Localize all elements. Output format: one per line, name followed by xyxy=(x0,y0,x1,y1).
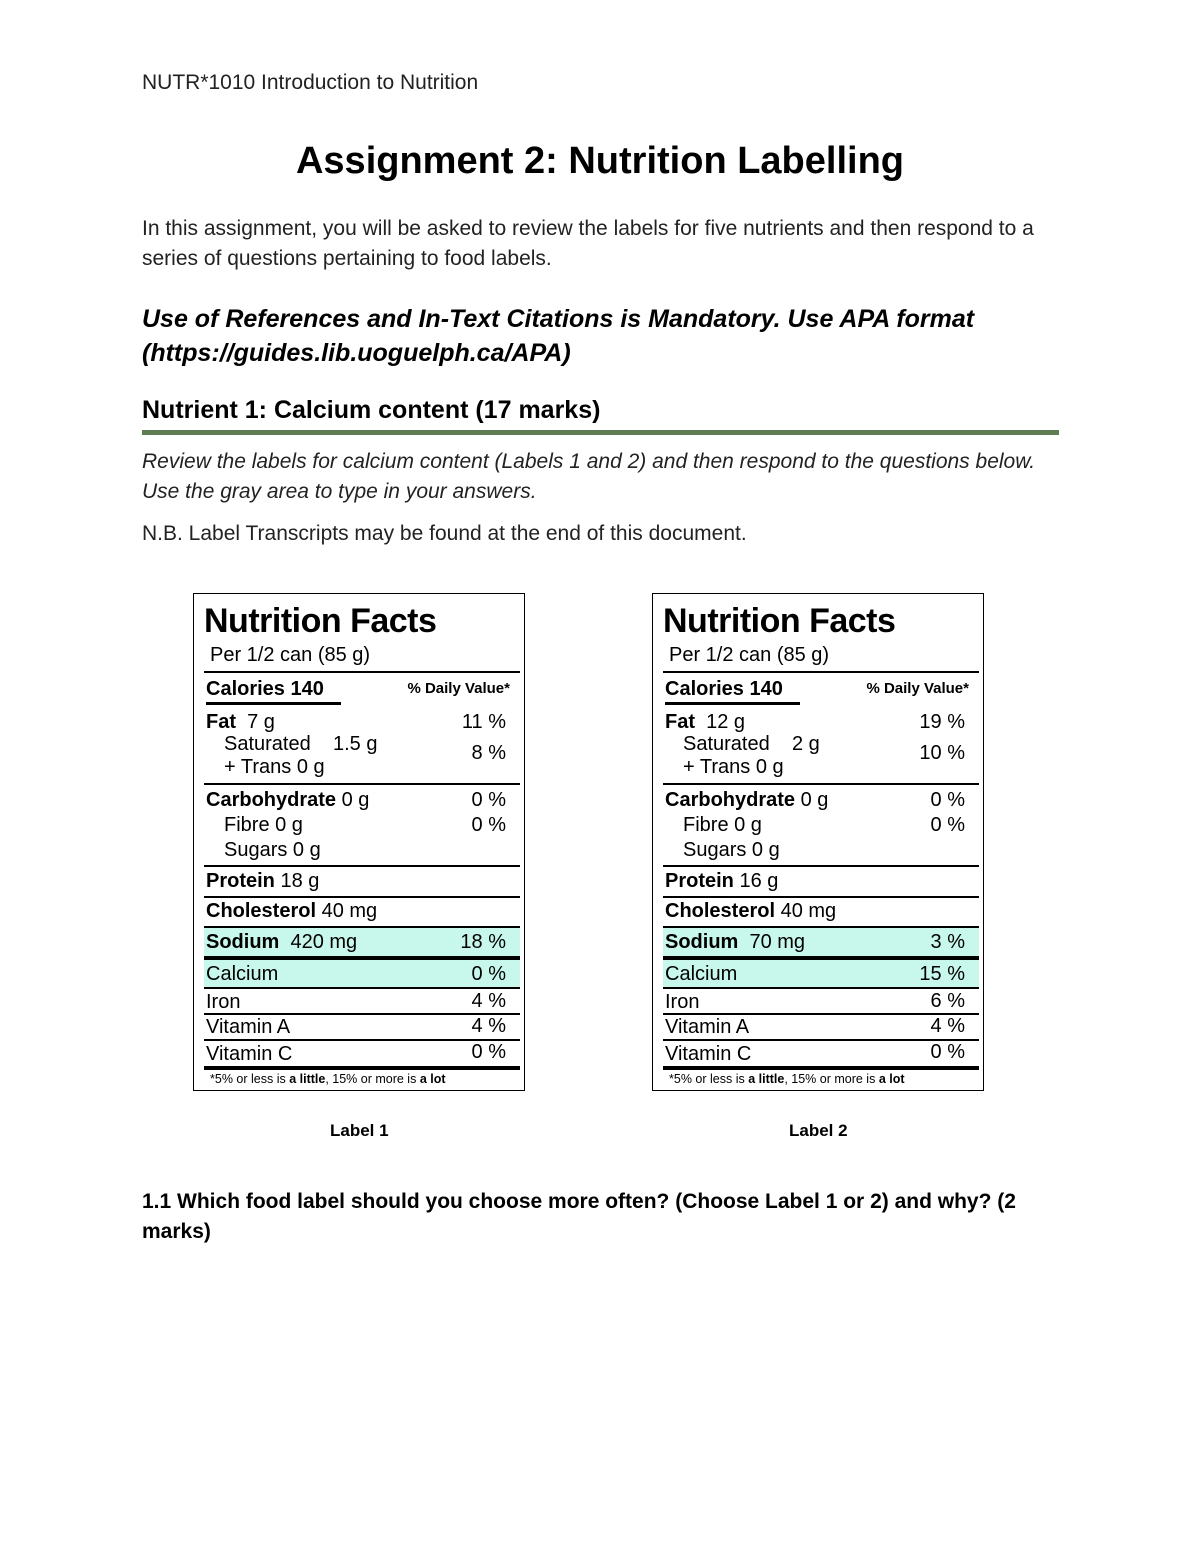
nf-cholesterol xyxy=(665,900,836,923)
saturated-label: Saturated xyxy=(683,733,770,755)
calcium-pct: 0 % xyxy=(471,963,506,985)
vitamin-a-pct: 4 % xyxy=(471,1015,506,1037)
nf-trans: + Trans 0 g xyxy=(224,756,325,778)
cholesterol-label: Cholesterol xyxy=(665,900,776,922)
saturated-value: 1.5 g xyxy=(332,733,378,755)
foot-c: , 15% or more is xyxy=(325,1072,420,1086)
nf-fat xyxy=(206,711,275,734)
nf-vitamin-c: Vitamin C xyxy=(206,1043,293,1065)
nf-sugars: Sugars 0 g xyxy=(683,839,780,861)
carb-label: Carbohydrate xyxy=(206,789,337,811)
carb-value: 0 g xyxy=(800,789,829,811)
nf-iron: Iron xyxy=(665,991,700,1013)
nf-fibre: Fibre 0 g xyxy=(224,814,303,836)
nf-trans: + Trans 0 g xyxy=(683,756,784,778)
fat-value: 7 g xyxy=(247,711,275,733)
nf-calories: Calories 140 xyxy=(206,678,324,700)
divider xyxy=(663,1066,979,1070)
cholesterol-value: 40 mg xyxy=(780,900,837,922)
nf-footnote xyxy=(210,1072,446,1086)
sat-trans-pct: 8 % xyxy=(471,742,506,764)
intro-paragraph: In this assignment, you will be asked to review the labels for five nutrients and then respond to a series of questions pertaining to food labels. xyxy=(142,217,1034,270)
nf-iron: Iron xyxy=(206,991,241,1013)
nf-protein xyxy=(665,870,778,893)
protein-value: 16 g xyxy=(739,870,779,892)
sodium-pct: 3 % xyxy=(930,931,965,953)
nf-sugars: Sugars 0 g xyxy=(224,839,321,861)
nf-cholesterol xyxy=(206,900,377,923)
sodium-label: Sodium xyxy=(206,931,280,953)
sat-trans-pct: 10 % xyxy=(919,742,965,764)
fat-label: Fat xyxy=(665,711,695,733)
carb-label: Carbohydrate xyxy=(665,789,796,811)
calories-underline xyxy=(206,702,341,705)
protein-label: Protein xyxy=(206,870,275,892)
nf-title: Nutrition Facts xyxy=(204,602,437,640)
label-1-caption: Label 1 xyxy=(330,1121,389,1140)
nf-carbohydrate xyxy=(206,789,369,812)
protein-label: Protein xyxy=(665,870,734,892)
vitamin-c-pct: 0 % xyxy=(471,1041,506,1063)
fat-label: Fat xyxy=(206,711,236,733)
nf-serving: Per 1/2 can (85 g) xyxy=(669,644,830,666)
divider xyxy=(204,671,520,673)
label-2-caption: Label 2 xyxy=(789,1121,848,1140)
fat-pct: 19 % xyxy=(919,711,965,733)
divider xyxy=(204,783,520,785)
nf-saturated xyxy=(683,733,820,756)
divider xyxy=(204,865,520,867)
sodium-value: 420 mg xyxy=(290,931,358,953)
foot-c: , 15% or more is xyxy=(784,1072,879,1086)
foot-a: *5% or less is xyxy=(669,1072,749,1086)
divider xyxy=(204,987,520,989)
carb-value: 0 g xyxy=(341,789,370,811)
nf-title: Nutrition Facts xyxy=(663,602,896,640)
saturated-value: 2 g xyxy=(791,733,820,755)
sodium-value: 70 mg xyxy=(749,931,806,953)
foot-a: *5% or less is xyxy=(210,1072,290,1086)
nutrition-label-2 xyxy=(652,593,984,1091)
nf-sodium xyxy=(206,931,357,954)
nf-protein xyxy=(206,870,319,893)
transcripts-note: N.B. Label Transcripts may be found at the end of this document. xyxy=(142,522,747,545)
divider xyxy=(663,987,979,989)
foot-d: a lot xyxy=(419,1072,446,1086)
divider xyxy=(204,896,520,898)
iron-pct: 6 % xyxy=(930,990,965,1012)
cholesterol-label: Cholesterol xyxy=(206,900,317,922)
foot-b: a little xyxy=(289,1072,326,1086)
course-header: NUTR*1010 Introduction to Nutrition xyxy=(142,71,479,94)
nf-calcium: Calcium xyxy=(206,963,279,985)
vitamin-a-pct: 4 % xyxy=(930,1015,965,1037)
divider xyxy=(663,671,979,673)
fat-value: 12 g xyxy=(706,711,746,733)
divider xyxy=(204,1066,520,1070)
nf-saturated xyxy=(224,733,377,756)
nutrient-1-heading: Nutrient 1: Calcium content (17 marks) xyxy=(142,396,601,424)
page-title: Assignment 2: Nutrition Labelling xyxy=(295,140,905,182)
question-1-1: 1.1 Which food label should you choose more often? (Choose Label 1 or 2) and why? (2 marks) xyxy=(142,1190,1016,1243)
fibre-pct: 0 % xyxy=(471,814,506,836)
nf-sodium xyxy=(665,931,805,954)
protein-value: 18 g xyxy=(280,870,320,892)
section-rule xyxy=(142,430,1059,435)
carb-pct: 0 % xyxy=(930,789,965,811)
vitamin-c-pct: 0 % xyxy=(930,1041,965,1063)
fibre-pct: 0 % xyxy=(930,814,965,836)
nf-vitamin-a: Vitamin A xyxy=(206,1016,291,1038)
nf-footnote xyxy=(669,1072,905,1086)
nf-fat xyxy=(665,711,745,734)
sodium-label: Sodium xyxy=(665,931,739,953)
nf-vitamin-a: Vitamin A xyxy=(665,1016,750,1038)
nf-carbohydrate xyxy=(665,789,828,812)
divider xyxy=(663,783,979,785)
nutrition-label-1 xyxy=(193,593,525,1091)
nf-calories: Calories 140 xyxy=(665,678,783,700)
divider xyxy=(663,865,979,867)
nf-dv-header: % Daily Value* xyxy=(407,680,510,697)
divider xyxy=(663,896,979,898)
nf-serving: Per 1/2 can (85 g) xyxy=(210,644,371,666)
nutrient-1-instructions: Review the labels for calcium content (Labels 1 and 2) and then respond to the questions below. Use the gray area to type in your answers. xyxy=(142,450,1036,503)
nf-dv-header: % Daily Value* xyxy=(866,680,969,697)
nf-fibre: Fibre 0 g xyxy=(683,814,762,836)
sodium-pct: 18 % xyxy=(460,931,506,953)
calories-underline xyxy=(665,702,800,705)
carb-pct: 0 % xyxy=(471,789,506,811)
cholesterol-value: 40 mg xyxy=(321,900,378,922)
references-note: Use of References and In-Text Citations is Mandatory. Use APA format (https://guides.lib.uoguelph.ca/APA) xyxy=(142,305,975,367)
fat-pct: 11 % xyxy=(461,711,506,733)
calcium-pct: 15 % xyxy=(919,963,965,985)
foot-b: a little xyxy=(748,1072,785,1086)
saturated-label: Saturated xyxy=(224,733,311,755)
nf-vitamin-c: Vitamin C xyxy=(665,1043,752,1065)
nf-calcium: Calcium xyxy=(665,963,738,985)
foot-d: a lot xyxy=(878,1072,905,1086)
iron-pct: 4 % xyxy=(471,990,506,1012)
